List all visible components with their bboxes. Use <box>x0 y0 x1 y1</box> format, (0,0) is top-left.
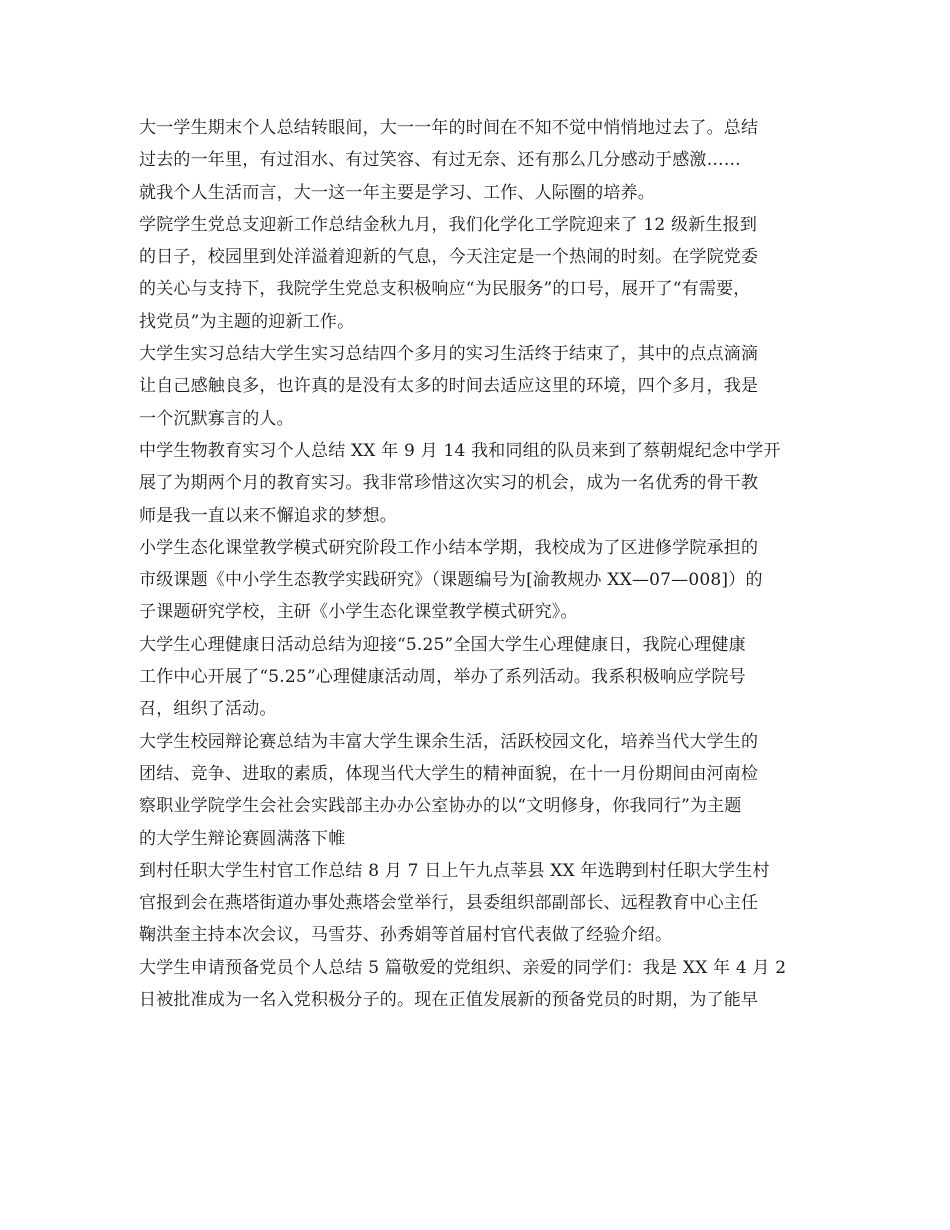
text-line: 工作中心开展了“5.25”心理健康活动周，举办了系列活动。我系积极响应学院号 <box>139 667 746 688</box>
text-line: 中学生物教育实习个人总结 XX 年 9 月 14 我和同组的队员来到了蔡朝焜纪念中学开 <box>139 440 781 461</box>
text-line: 让自己感触良多，也许真的是没有太多的时间去适应这里的环境，四个多月，我是 <box>139 376 759 397</box>
text-line: 小学生态化课堂教学模式研究阶段工作小结本学期，我校成为了区进修学院承担的 <box>139 537 759 558</box>
text-line: 过去的一年里，有过泪水、有过笑容、有过无奈、还有那么几分感动于感激…… <box>139 150 741 171</box>
text-line: 学院学生党总支迎新工作总结金秋九月，我们化学化工学院迎来了 12 级新生报到 <box>139 214 758 235</box>
text-line: 大学生心理健康日活动总结为迎接“5.25”全国大学生心理健康日，我院心理健康 <box>139 634 746 655</box>
text-line: 鞠洪奎主持本次会议，马雪芬、孙秀娟等首届村官代表做了经验介绍。 <box>139 925 673 946</box>
text-line: 大学生实习总结大学生实习总结四个多月的实习生活终于结束了，其中的点点滴滴 <box>139 344 759 365</box>
text-line: 大一学生期末个人总结转眼间，大一一年的时间在不知不觉中悄悄地过去了。总结 <box>139 118 759 138</box>
text-line: 找党员”为主题的迎新工作。 <box>139 311 355 332</box>
text-line: 师是我一直以来不懈追求的梦想。 <box>139 505 397 526</box>
text-line: 日被批准成为一名入党积极分子的。现在正值发展新的预备党员的时期，为了能早 <box>139 990 759 1011</box>
text-line: 就我个人生活而言，大一这一年主要是学习、工作、人际圈的培养。 <box>139 182 655 203</box>
text-line: 察职业学院学生会社会实践部主办办公室协办的以“文明修身，你我同行”为主题 <box>139 796 742 817</box>
text-line: 的关心与支持下，我院学生党总支积极响应“为民服务”的口号，展开了“有需要， <box>139 279 751 300</box>
text-line: 大学生申请预备党员个人总结 5 篇敬爱的党组织、亲爱的同学们：我是 XX 年 4 月 2 <box>139 957 787 978</box>
text-line: 的大学生辩论赛圆满落下帷 <box>139 828 346 849</box>
text-line: 召，组织了活动。 <box>139 699 277 720</box>
text-line: 官报到会在燕塔街道办事处燕塔会堂举行，县委组织部副部长、远程教育中心主任 <box>139 893 759 914</box>
text-line: 展了为期两个月的教育实习。我非常珍惜这次实习的机会，成为一名优秀的骨干教 <box>139 473 759 494</box>
text-line: 团结、竞争、进取的素质，体现当代大学生的精神面貌，在十一月份期间由河南检 <box>139 763 759 784</box>
text-line: 到村任职大学生村官工作总结 8 月 7 日上午九点莘县 XX 年选聘到村任职大学生村 <box>139 860 770 881</box>
text-line: 大学生校园辩论赛总结为丰富大学生课余生活，活跃校园文化，培养当代大学生的 <box>139 731 759 752</box>
text-line: 的日子，校园里到处洋溢着迎新的气息，今天注定是一个热闹的时刻。在学院党委 <box>139 247 759 268</box>
text-line: 子课题研究学校，主研《小学生态化课堂教学模式研究》。 <box>139 602 578 623</box>
text-line: 一个沉默寡言的人。 <box>139 408 294 429</box>
text-line: 市级课题《中小学生态教学实践研究》（课题编号为[渝教规办 XX—07—008]）的 <box>139 570 763 591</box>
document-body <box>139 112 819 1016</box>
